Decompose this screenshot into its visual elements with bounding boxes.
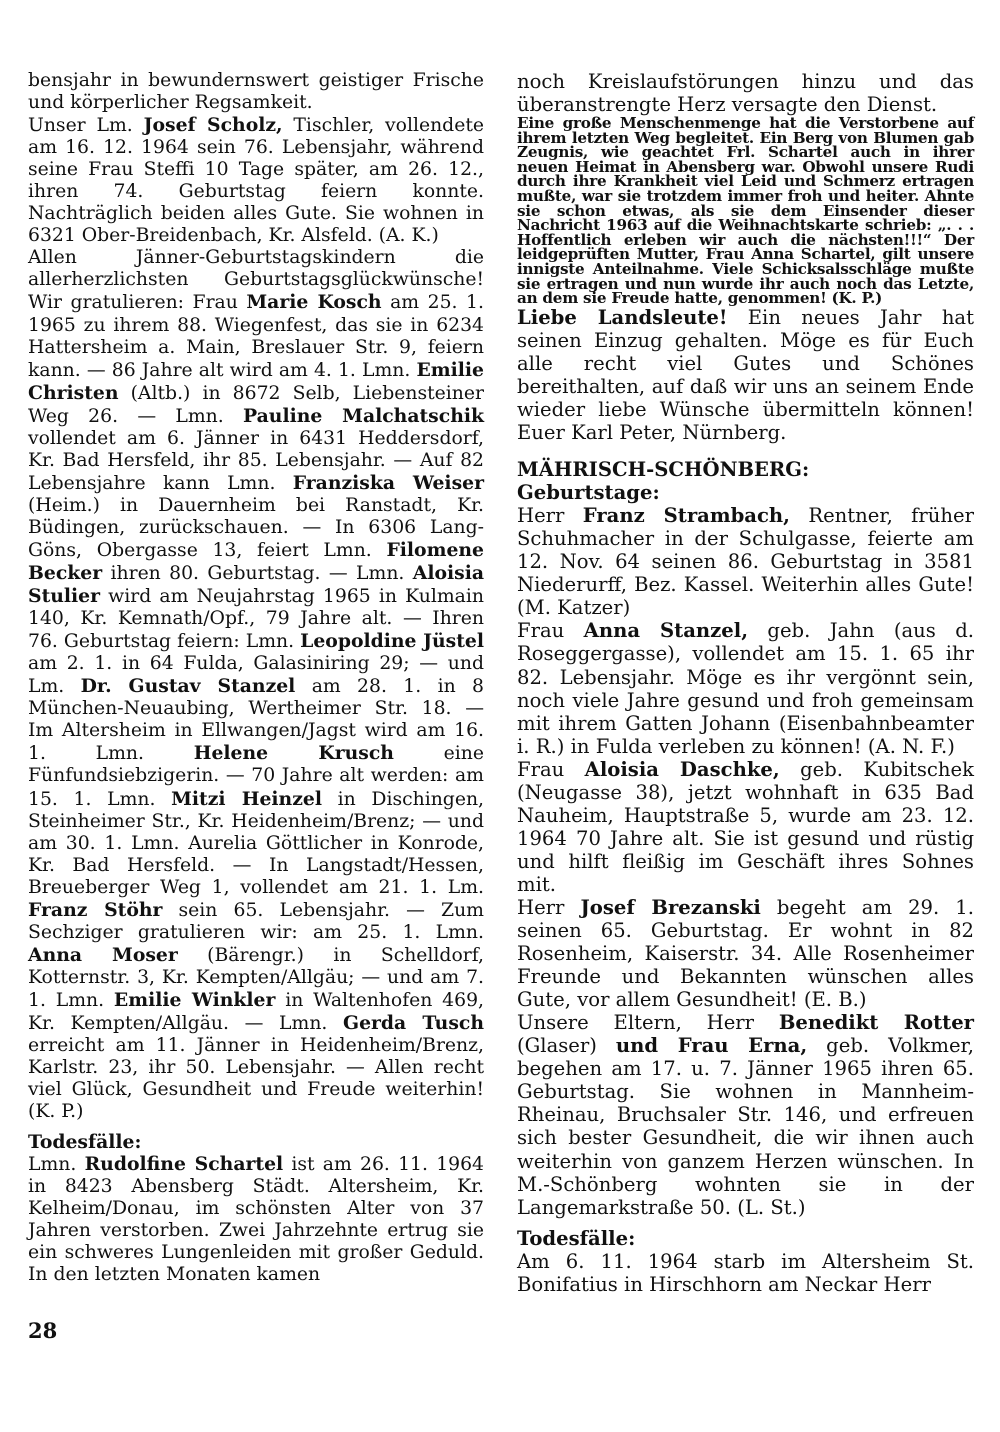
text: eine Fünfundsiebzigerin. — 70 Jahre alt werden: am 15. 1. Lmn.	[28, 743, 484, 810]
person-name: Franziska Weiser	[292, 471, 484, 494]
paragraph-schartel	[28, 1153, 484, 1286]
person-name: Benedikt Rotter	[778, 1011, 974, 1035]
text: Lmn.	[28, 1154, 85, 1176]
text: Frau	[517, 619, 584, 643]
text: (Glaser)	[517, 1034, 616, 1058]
paragraph-stanzel	[517, 619, 974, 757]
paragraph-schartel-small-print: Eine große Menschenmenge hat die Verstorbene auf ihrem letzten Weg begleitet. Ein Berg von Blumen gab Zeugnis, wie geachtet Frl. Schartel auch in ihrer neuen Heimat in Abensberg war. Obwohl unsere Rudi durch ihre Krankheit viel Leid und Schmerz ertragen mußte, war sie trotzdem immer froh und heiter. Ahnte sie schon etwas, als sie dem Einsender dieser Nachricht 1963 auf die Weihnachtskarte schrieb: „. . . Hoffentlich erleben wir auch die nächsten!!!“ Der leidgeprüften Mutter, Frau Anna Schartel, gilt unsere innigste Anteilnahme. Viele Schicksalsschläge mußte sie ertragen und nun wurde ihr auch noch das Letzte, an dem sie Freude hatte, genommen! (K. P.)	[517, 114, 974, 308]
text: am 25. 1. 1965 zu ihrem 88. Wiegenfest, das sie in 6234 Hattersheim a. Main, Breslauer Str. 9, feiern kann. — 86 Jahre alt wird am 4. 1. Lmn.	[28, 292, 484, 381]
person-name: Franz Strambach,	[582, 504, 790, 528]
person-name: Franz Stöhr	[28, 898, 163, 921]
paragraph-hirschhorn: Am 6. 11. 1964 starb im Altersheim St. Bonifatius in Hirschhorn am Neckar Herr	[517, 1249, 974, 1296]
text: (Bärengr.) in Schelldorf, Kotternstr. 3, Kr. Kempten/Allgäu; — und am 7. 1. Lmn.	[28, 944, 484, 1011]
text: ihren 80. Geburtstag. — Lmn.	[102, 563, 413, 585]
greeting-lead: Liebe Landsleute!	[517, 305, 728, 329]
person-name: Pauline Malchatschik	[243, 404, 484, 427]
person-name: Josef Scholz,	[143, 114, 283, 137]
text: Unsere Eltern, Herr	[517, 1011, 779, 1035]
left-column	[28, 70, 484, 1287]
person-name: Aloisia Daschke,	[584, 757, 780, 781]
text: begeht am 29. 1. seinen 65. Geburtstag. Er wohnt in 82 Rosenheim, Kaiserstr. 34. Alle Rosenheimer Freunde und Bekannten wünschen alles Gute, vor allem Gesundheit! (E. B.)	[517, 895, 974, 1012]
text: geb. Jahn (aus d. Roseggergasse), vollendet am 15. 1. 65 ihr 82. Lebensjahr. Möge es ihr vergönnt sein, noch viele Jahre gesund und froh gemeinsam mit ihrem Gatten Johann (Eisenbahnbeamter i. R.) in Fulda verleben zu können! (A. N. F.)	[517, 619, 975, 758]
person-name: Gerda Tusch	[343, 1011, 484, 1034]
page-number: 28	[28, 1318, 58, 1343]
paragraph-daschke	[517, 758, 974, 896]
person-name: Emilie Winkler	[113, 988, 276, 1011]
text: ist am 26. 11. 1964 in 8423 Abensberg Städt. Altersheim, Kr. Kelheim/Donau, im schönsten Alter von 37 Jahren verstorben. Zwei Jahrzehnte ertrug sie ein schweres Lungenleiden mit großer Geduld. In den letzten Monaten kamen	[28, 1154, 484, 1286]
person-name: Helene Krusch	[193, 742, 394, 765]
paragraph-scholz	[28, 114, 484, 247]
text: (Heim.) in Dauernheim bei Ranstadt, Kr. Büdingen, zurückschauen. — In 6306 Lang-Göns, Obergasse 13, feiert Lmn.	[28, 494, 484, 561]
text: in Waltenhofen 469, Kr. Kempten/Allgäu. — Lmn.	[28, 989, 484, 1034]
text: Allen Jänner-Geburtstagskindern die allerherzlichsten Geburtstagsglückwünsche! Wir gratulieren: Frau	[28, 247, 484, 314]
text: Tischler, vollendete am 16. 12. 1964 sein 76. Lebensjahr, während seine Frau Steffi 10 Tage später, am 26. 12., ihren 74. Geburtstag feiern konnte. Nachträglich beiden alles Gute. Sie wohnen in 6321 Ober-Breidenbach, Kr. Alsfeld. (A. K.)	[28, 115, 484, 247]
section-heading-town: MÄHRISCH-SCHÖNBERG:	[517, 458, 810, 482]
person-name: Dr. Gustav Stanzel	[80, 675, 296, 698]
text: am 2. 1. in 64 Fulda, Galasiniring 29; — und Lm.	[28, 653, 484, 698]
section-heading-deaths: Todesfälle:	[28, 1131, 142, 1154]
person-name: Leopoldine Jüstel	[300, 630, 484, 653]
person-name: Marie Kosch	[246, 291, 382, 314]
section-heading-birthdays: Geburtstage:	[517, 481, 660, 505]
paragraph-rotter	[517, 1011, 974, 1218]
text: Frau	[517, 757, 585, 781]
text: Herr	[517, 895, 581, 919]
paragraph-schartel-continued: noch Kreislaufstörungen hinzu und das überanstrengte Herz versagte den Dienst.	[517, 70, 974, 117]
text: geb. Volkmer, begehen am 17. u. 7. Jänner 1965 ihren 65. Geburtstag. Sie wohnen in Mannheim-Rheinau, Bruchsaler Str. 146, und erfreuen sich bester Gesundheit, die wir ihnen auch weiterhin von ganzem Herzen wünschen. In M.-Schönberg wohnten sie in der Langemarkstraße 50. (L. St.)	[517, 1034, 974, 1219]
text: am 28. 1. in 8 München-Neuaubing, Wertheimer Str. 18. — Im Altersheim in Ellwangen/Jagst wird am 16. 1. Lmn.	[28, 676, 484, 765]
person-name: Josef Brezanski	[580, 895, 761, 919]
section-heading-deaths-town: Todesfälle:	[517, 1226, 636, 1250]
paragraph-greeting	[517, 306, 974, 444]
text: Ein neues Jahr hat seinen Einzug gehalten. Möge es für Euch alle recht viel Gutes und Schönes bereithalten, auf daß wir uns an seinem Ende wieder liebe Wünsche übermitteln können! Euer Karl Peter, Nürnberg.	[517, 305, 974, 445]
person-name: Emilie Christen	[28, 358, 484, 404]
person-name: Aloisia Stulier	[28, 562, 484, 608]
text: sein 65. Lebensjahr. — Zum Sechziger gratulieren wir: am 25. 1. Lmn.	[28, 899, 484, 943]
person-name: Anna Stanzel,	[583, 619, 749, 643]
text: (Altb.) in 8672 Selb, Liebensteiner Weg 26. — Lmn.	[28, 382, 484, 427]
paragraph-january-birthdays	[28, 247, 484, 1123]
text: erreicht am 11. Jänner in Heidenheim/Brenz, Karlstr. 23, ihr 50. Lebensjahr. — Allen recht viel Glück, Gesundheit und Freude weiterhin! (K. P.)	[28, 1035, 484, 1123]
person-name: und Frau Erna,	[615, 1034, 808, 1058]
paragraph-scholz-intro-tail: bensjahr in bewundernswert geistiger Frische und körperlicher Regsamkeit.	[28, 70, 484, 114]
text: Herr	[517, 504, 583, 528]
person-name: Mitzi Heinzel	[171, 787, 322, 810]
text: vollendet am 6. Jänner in 6431 Heddersdorf, Kr. Bad Hersfeld, ihr 85. Lebensjahr. — Auf 82 Lebensjahre kann Lmn.	[28, 427, 484, 494]
person-name: Rudolfine Schartel	[84, 1153, 284, 1176]
text: in Dischingen, Steinheimer Str., Kr. Heidenheim/Brenz; — und am 30. 1. Lmn. Aurelia Göttlicher in Konrode, Kr. Bad Hersfeld. — In Langstadt/Hessen, Breueberger Weg 1, vollendet am 21. 1. Lm.	[28, 788, 485, 898]
person-name: Anna Moser	[28, 943, 178, 966]
text: geb. Kubitschek (Neugasse 38), jetzt wohnhaft in 635 Bad Nauheim, Hauptstraße 5, wurde am 23. 12. 1964 70 Jahre alt. Sie ist gesund und rüstig und hilft fleißig im Geschäft ihres Sohnes mit.	[517, 757, 974, 896]
text: Unser Lm.	[28, 115, 144, 137]
paragraph-brezanski	[517, 896, 974, 1011]
person-name: Filomene Becker	[28, 538, 484, 585]
paragraph-strambach	[517, 504, 974, 619]
right-column	[517, 70, 974, 1296]
text: Rentner, früher Schuhmacher in der Schulgasse, feierte am 12. Nov. 64 seinen 86. Geburtstag in 3581 Niederurff, Bez. Kassel. Weiterhin alles Gute! (M. Katzer)	[517, 504, 974, 620]
text: wird am Neujahrstag 1965 in Kulmain 140, Kr. Kemnath/Opf., 79 Jahre alt. — Ihren 76. Geburtstag feiern: Lmn.	[28, 586, 484, 653]
